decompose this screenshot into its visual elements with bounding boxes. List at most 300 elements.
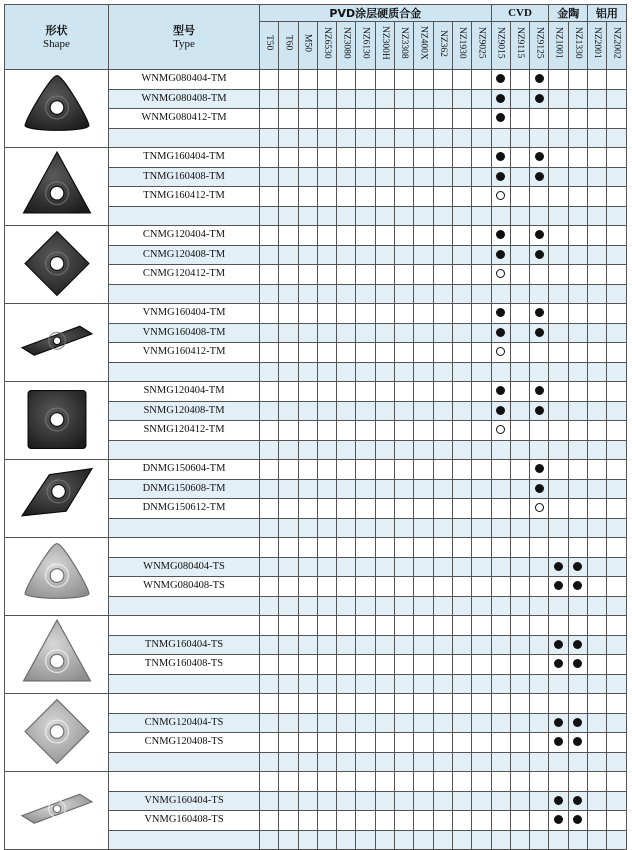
grade-cell	[279, 323, 298, 343]
grade-cell	[356, 206, 375, 226]
grade-cell	[395, 479, 414, 499]
grade-cell	[452, 460, 471, 480]
grade-label: NZ3308	[399, 27, 410, 59]
grade-cell	[317, 460, 336, 480]
grade-cell	[356, 616, 375, 636]
grade-cell	[452, 284, 471, 304]
grade-cell	[375, 518, 394, 538]
grade-cell	[491, 460, 510, 480]
type-cell	[109, 772, 260, 792]
grade-cell	[279, 538, 298, 558]
grade-cell	[337, 304, 356, 324]
grade-cell	[607, 304, 626, 324]
grade-cell	[530, 421, 549, 441]
grade-cell	[530, 440, 549, 460]
grade-cell	[472, 557, 491, 577]
table-row	[5, 538, 627, 558]
grade-cell	[607, 89, 626, 109]
grade-cell	[452, 128, 471, 148]
grade-cell	[452, 167, 471, 187]
grade-cell	[491, 635, 510, 655]
grade-cell	[414, 245, 433, 265]
grade-cell	[491, 577, 510, 597]
grade-header-nz9125	[530, 22, 549, 70]
grade-cell	[375, 167, 394, 187]
grade-cell	[530, 226, 549, 246]
grade-cell	[568, 109, 587, 129]
grade-cell	[337, 440, 356, 460]
grade-cell	[568, 440, 587, 460]
grade-cell	[588, 226, 607, 246]
grade-cell	[472, 265, 491, 285]
grade-cell	[337, 89, 356, 109]
grade-cell	[510, 382, 529, 402]
grade-cell	[279, 343, 298, 363]
grade-cell	[452, 245, 471, 265]
grade-cell	[433, 518, 452, 538]
filled-dot-mark	[535, 172, 544, 181]
grade-cell	[491, 674, 510, 694]
grade-label: NZ6530	[322, 27, 333, 59]
grade-cell	[375, 460, 394, 480]
type-cell: TNMG160404-TM	[109, 148, 260, 168]
filled-dot-mark	[554, 562, 563, 571]
grade-cell	[260, 655, 279, 675]
grade-cell	[356, 733, 375, 753]
grade-cell	[414, 538, 433, 558]
grade-cell	[491, 772, 510, 792]
grade-cell	[588, 304, 607, 324]
grade-cell	[375, 362, 394, 382]
grade-cell	[472, 538, 491, 558]
grade-cell	[279, 674, 298, 694]
grade-cell	[491, 538, 510, 558]
grade-cell	[607, 811, 626, 831]
grade-cell	[298, 830, 317, 850]
grade-cell	[588, 128, 607, 148]
grade-cell	[414, 382, 433, 402]
grade-cell	[510, 830, 529, 850]
grade-cell	[356, 362, 375, 382]
grade-header-t50	[260, 22, 279, 70]
grade-cell	[588, 830, 607, 850]
grade-cell	[337, 811, 356, 831]
type-cell: WNMG080404-TS	[109, 557, 260, 577]
grade-cell	[588, 655, 607, 675]
grade-cell	[510, 694, 529, 714]
grade-cell	[356, 421, 375, 441]
grade-cell	[510, 421, 529, 441]
grade-cell	[568, 499, 587, 519]
grade-cell	[356, 265, 375, 285]
grade-cell	[491, 713, 510, 733]
grade-cell	[491, 811, 510, 831]
grade-cell	[317, 323, 336, 343]
grade-cell	[356, 694, 375, 714]
grade-cell	[530, 674, 549, 694]
grade-cell	[549, 538, 568, 558]
grade-cell	[414, 518, 433, 538]
grade-cell	[395, 635, 414, 655]
type-cell: DNMG150604-TM	[109, 460, 260, 480]
grade-cell	[588, 674, 607, 694]
grade-cell	[298, 70, 317, 90]
filled-dot-mark	[496, 386, 505, 395]
grade-cell	[491, 421, 510, 441]
type-cell: TNMG160404-TS	[109, 635, 260, 655]
type-header	[109, 5, 260, 70]
grade-cell	[414, 70, 433, 90]
grade-cell	[395, 811, 414, 831]
grade-cell	[491, 479, 510, 499]
type-cell	[109, 752, 260, 772]
grade-cell	[395, 596, 414, 616]
grade-cell	[568, 791, 587, 811]
grade-cell	[317, 596, 336, 616]
grade-cell	[317, 128, 336, 148]
grade-cell	[414, 752, 433, 772]
grade-cell	[433, 323, 452, 343]
grade-cell	[375, 752, 394, 772]
type-header-cn: 型号	[173, 23, 195, 37]
table-row	[5, 70, 627, 90]
grade-cell	[298, 772, 317, 792]
grade-cell	[414, 655, 433, 675]
grade-cell	[491, 440, 510, 460]
grade-cell	[337, 70, 356, 90]
grade-cell	[472, 284, 491, 304]
grade-cell	[607, 557, 626, 577]
grade-cell	[472, 362, 491, 382]
type-cell: TNMG160412-TM	[109, 187, 260, 207]
grade-cell	[260, 284, 279, 304]
filled-dot-mark	[535, 328, 544, 337]
grade-cell	[337, 577, 356, 597]
grade-cell	[568, 674, 587, 694]
grade-cell	[588, 733, 607, 753]
cnmg-ts-insert-image	[5, 694, 109, 772]
grade-cell	[260, 772, 279, 792]
filled-dot-mark	[573, 562, 582, 571]
grade-cell	[395, 245, 414, 265]
grade-cell	[433, 421, 452, 441]
grade-cell	[375, 499, 394, 519]
grade-cell	[260, 206, 279, 226]
grade-cell	[298, 148, 317, 168]
grade-cell	[356, 596, 375, 616]
grade-cell	[279, 226, 298, 246]
type-cell	[109, 596, 260, 616]
grade-cell	[375, 596, 394, 616]
type-cell: VNMG160412-TM	[109, 343, 260, 363]
type-cell: VNMG160404-TS	[109, 791, 260, 811]
grade-cell	[607, 596, 626, 616]
grade-cell	[260, 479, 279, 499]
grade-cell	[414, 343, 433, 363]
grade-cell	[375, 557, 394, 577]
grade-cell	[298, 401, 317, 421]
grade-label: NZ6130	[360, 27, 371, 59]
grade-cell	[549, 674, 568, 694]
grade-cell	[317, 557, 336, 577]
grade-header-nz1001	[549, 22, 568, 70]
grade-cell	[549, 128, 568, 148]
grade-cell	[588, 596, 607, 616]
grade-cell	[472, 304, 491, 324]
grade-cell	[337, 401, 356, 421]
grade-cell	[279, 421, 298, 441]
grade-cell	[588, 343, 607, 363]
open-circle-mark	[496, 269, 505, 278]
grade-cell	[337, 557, 356, 577]
grade-cell	[588, 421, 607, 441]
grade-cell	[588, 538, 607, 558]
grade-cell	[472, 674, 491, 694]
grade-cell	[452, 655, 471, 675]
grade-cell	[298, 226, 317, 246]
grade-cell	[452, 70, 471, 90]
grade-cell	[433, 109, 452, 129]
grade-cell	[395, 655, 414, 675]
grade-label: M50	[302, 34, 313, 52]
grade-cell	[452, 674, 471, 694]
grade-cell	[317, 206, 336, 226]
grade-cell	[356, 518, 375, 538]
grade-cell	[549, 109, 568, 129]
grade-cell	[356, 284, 375, 304]
filled-dot-mark	[573, 815, 582, 824]
grade-header-nz6530	[317, 22, 336, 70]
grade-cell	[337, 226, 356, 246]
grade-cell	[337, 538, 356, 558]
type-cell	[109, 538, 260, 558]
grade-cell	[452, 265, 471, 285]
grade-cell	[375, 323, 394, 343]
grade-cell	[510, 440, 529, 460]
grade-cell	[549, 479, 568, 499]
filled-dot-mark	[535, 484, 544, 493]
grade-label: T50	[264, 35, 275, 51]
grade-cell	[549, 167, 568, 187]
grade-cell	[472, 343, 491, 363]
grade-cell	[337, 148, 356, 168]
grade-cell	[549, 343, 568, 363]
grade-cell	[472, 616, 491, 636]
grade-cell	[414, 284, 433, 304]
grade-cell	[395, 460, 414, 480]
grade-cell	[395, 772, 414, 792]
grade-cell	[395, 713, 414, 733]
filled-dot-mark	[535, 464, 544, 473]
grade-cell	[491, 694, 510, 714]
grade-cell	[510, 616, 529, 636]
grade-cell	[549, 362, 568, 382]
grade-cell	[607, 479, 626, 499]
grade-cell	[356, 245, 375, 265]
grade-cell	[433, 206, 452, 226]
grade-cell	[317, 577, 336, 597]
grade-cell	[356, 167, 375, 187]
filled-dot-mark	[573, 659, 582, 668]
grade-cell	[491, 304, 510, 324]
grade-cell	[298, 265, 317, 285]
grade-cell	[375, 206, 394, 226]
grade-cell	[472, 440, 491, 460]
grade-cell	[395, 70, 414, 90]
grade-cell	[472, 655, 491, 675]
grade-cell	[588, 616, 607, 636]
grade-cell	[279, 70, 298, 90]
grade-cell	[472, 206, 491, 226]
grade-cell	[510, 674, 529, 694]
grade-cell	[530, 499, 549, 519]
grade-cell	[472, 421, 491, 441]
grade-cell	[472, 772, 491, 792]
grade-cell	[414, 479, 433, 499]
grade-cell	[395, 830, 414, 850]
grade-cell	[260, 148, 279, 168]
table-row	[5, 148, 627, 168]
grade-cell	[607, 440, 626, 460]
grade-cell	[260, 596, 279, 616]
grade-cell	[588, 694, 607, 714]
type-cell: VNMG160408-TM	[109, 323, 260, 343]
grade-cell	[452, 830, 471, 850]
grade-cell	[414, 421, 433, 441]
grade-cell	[452, 382, 471, 402]
grade-cell	[568, 265, 587, 285]
grade-cell	[414, 148, 433, 168]
grade-cell	[607, 323, 626, 343]
grade-cell	[414, 304, 433, 324]
type-cell: DNMG150608-TM	[109, 479, 260, 499]
grade-cell	[414, 206, 433, 226]
vnmg-tm-insert-image	[5, 304, 109, 382]
grade-cell	[607, 733, 626, 753]
grade-cell	[317, 538, 336, 558]
grade-cell	[607, 284, 626, 304]
grade-cell	[356, 440, 375, 460]
grade-cell	[317, 382, 336, 402]
grade-cell	[607, 362, 626, 382]
grade-cell	[452, 479, 471, 499]
grade-cell	[472, 518, 491, 538]
grade-cell	[568, 811, 587, 831]
type-cell	[109, 518, 260, 538]
open-circle-mark	[496, 347, 505, 356]
grade-cell	[279, 655, 298, 675]
grade-cell	[530, 245, 549, 265]
grade-cell	[491, 362, 510, 382]
grade-cell	[452, 577, 471, 597]
grade-cell	[375, 343, 394, 363]
grade-cell	[375, 245, 394, 265]
grade-cell	[279, 518, 298, 538]
grade-cell	[356, 460, 375, 480]
grade-cell	[375, 128, 394, 148]
grade-cell	[298, 479, 317, 499]
grade-cell	[279, 206, 298, 226]
grade-cell	[530, 362, 549, 382]
grade-cell	[279, 245, 298, 265]
filled-dot-mark	[554, 737, 563, 746]
grade-cell	[588, 772, 607, 792]
grade-cell	[279, 616, 298, 636]
grade-cell	[549, 518, 568, 538]
grade-cell	[356, 713, 375, 733]
grade-header-nz2001	[588, 22, 607, 70]
type-cell	[109, 362, 260, 382]
grade-cell	[375, 284, 394, 304]
grade-cell	[337, 733, 356, 753]
grade-cell	[375, 148, 394, 168]
grade-cell	[298, 557, 317, 577]
grade-cell	[568, 323, 587, 343]
grade-cell	[588, 284, 607, 304]
grade-cell	[510, 460, 529, 480]
grade-cell	[375, 538, 394, 558]
table-row	[5, 772, 627, 792]
grade-cell	[433, 733, 452, 753]
grade-cell	[317, 304, 336, 324]
grade-cell	[491, 382, 510, 402]
grade-cell	[317, 265, 336, 285]
grade-cell	[260, 109, 279, 129]
filled-dot-mark	[496, 328, 505, 337]
grade-cell	[510, 89, 529, 109]
grade-cell	[433, 401, 452, 421]
grade-cell	[549, 89, 568, 109]
filled-dot-mark	[535, 308, 544, 317]
grade-cell	[317, 694, 336, 714]
grade-cell	[395, 89, 414, 109]
grade-cell	[568, 148, 587, 168]
grade-cell	[260, 323, 279, 343]
grade-cell	[472, 245, 491, 265]
grade-cell	[414, 596, 433, 616]
grade-cell	[298, 577, 317, 597]
grade-cell	[260, 362, 279, 382]
type-cell: CNMG120404-TS	[109, 713, 260, 733]
grade-cell	[317, 401, 336, 421]
grade-cell	[260, 421, 279, 441]
filled-dot-mark	[573, 640, 582, 649]
grade-cell	[588, 499, 607, 519]
grade-header-nz400x	[414, 22, 433, 70]
grade-cell	[510, 206, 529, 226]
grade-cell	[317, 499, 336, 519]
tnmg-ts-insert-image	[5, 616, 109, 694]
grade-cell	[607, 616, 626, 636]
filled-dot-mark	[554, 815, 563, 824]
grade-label: T60	[283, 35, 294, 51]
insert-grade-table	[4, 4, 627, 850]
grade-cell	[260, 128, 279, 148]
grade-cell	[588, 518, 607, 538]
grade-cell	[298, 187, 317, 207]
grade-cell	[491, 167, 510, 187]
grade-cell	[530, 830, 549, 850]
type-cell	[109, 674, 260, 694]
grade-cell	[279, 440, 298, 460]
grade-cell	[510, 343, 529, 363]
grade-cell	[549, 752, 568, 772]
grade-cell	[433, 245, 452, 265]
grade-cell	[395, 167, 414, 187]
grade-cell	[356, 226, 375, 246]
grade-cell	[530, 109, 549, 129]
grade-cell	[356, 830, 375, 850]
